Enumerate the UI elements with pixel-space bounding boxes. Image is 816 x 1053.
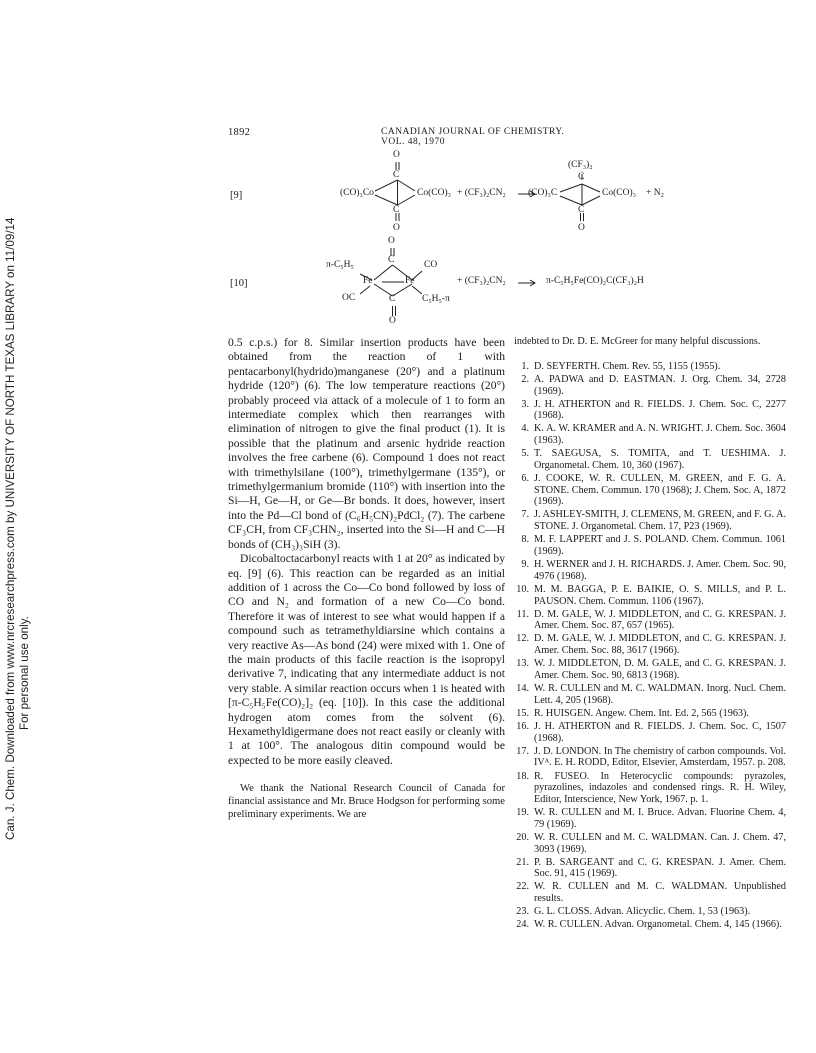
eq10-cp-top: π-C₅H₅ bbox=[326, 260, 354, 270]
reference-item: 4. K. A. W. KRAMER and A. N. WRIGHT. J. Chem. Soc. 3604 (1963). bbox=[521, 423, 786, 447]
body-paragraph-1: 0.5 c.p.s.) for 8. Similar insertion products have been obtained from the reaction of 1 with pentacarbonyl(hydrido)manganese (20°) and a platinum hydride (120°) (6). The low temperature reactions (20°) probably proceed via attack of a molecule of 1 to form an intermediate complex which then rearranges with elimination of nitrogen to give the final product (1). It is possible that the platinum and arsenic hydride reaction involves the free carbene (6). Compound 1 does not react with trimethylsilane (100°), trimethylgermane (135°), or trimethylgermanium bromide (110°) with insertion into the Si—H, Ge—H, or Ge—Br bonds. It does, however, insert into the Pd—Cl bond of (C₆H₅CN)₂PdCl₂ (7). The carbene CF₃CH, from CF₃CHN₂, inserted into the Si—H and C—H bonds of (CH₃)₃SiH (3). bbox=[228, 336, 505, 551]
left-column bbox=[228, 336, 505, 821]
eq9-product-right: Co(CO)₃ bbox=[602, 188, 636, 198]
reference-item: 5. T. SAEGUSA, S. TOMITA, and T. UESHIMA. J. Organometal. Chem. 10, 360 (1967). bbox=[521, 448, 786, 471]
journal-title: CANADIAN JOURNAL OF CHEMISTRY. VOL. 48, 1970 bbox=[381, 127, 565, 147]
eq10-c-top: C bbox=[388, 255, 395, 265]
equation-10-scheme bbox=[300, 236, 720, 331]
eq10-o-top: O bbox=[388, 236, 395, 246]
eq10-oc-left: OC bbox=[342, 293, 356, 303]
eq9-left-cobalt: (CO)₃Co bbox=[340, 188, 374, 198]
reference-item: 23. G. L. CLOSS. Advan. Alicyclic. Chem. 1, 53 (1963). bbox=[516, 906, 751, 918]
eq9-product-o-bottom: O bbox=[578, 223, 585, 233]
eq9-product-top: (CF₃)₂ bbox=[568, 160, 593, 170]
running-header bbox=[228, 127, 590, 147]
equation-9-scheme bbox=[300, 150, 700, 240]
reference-item: 22. W. R. CULLEN and M. C. WALDMAN. Unpublished results. bbox=[516, 881, 786, 905]
reference-list bbox=[514, 361, 786, 931]
eq9-product-c-bottom: C bbox=[578, 205, 585, 215]
reference-item: 9. H. WERNER and J. H. RICHARDS. J. Amer. Chem. Soc. 90, 4976 (1968). bbox=[521, 559, 786, 582]
eq9-byproduct: + N₂ bbox=[646, 188, 664, 198]
reference-item: 2. A. PADWA and D. EASTMAN. J. Org. Chem. 34, 2728 (1969). bbox=[521, 373, 786, 397]
reference-item: 24. W. R. CULLEN. Advan. Organometal. Chem. 4, 145 (1966). bbox=[516, 919, 782, 931]
eq10-reagent: + (CF₃)₂CN₂ bbox=[457, 276, 506, 286]
acknowledgement-continued: indebted to Dr. D. E. McGreer for many helpful discussions. bbox=[514, 336, 761, 347]
reference-item: 1. D. SEYFERTH. Chem. Rev. 55, 1155 (1955). bbox=[521, 360, 721, 372]
reference-item: 16. J. H. ATHERTON and R. FIELDS. J. Chem. Soc. C, 1507 (1968). bbox=[516, 720, 786, 744]
reference-item: 19. W. R. CULLEN and M. I. Bruce. Advan. Fluorine Chem. 4, 79 (1969). bbox=[516, 807, 786, 830]
right-column bbox=[514, 336, 786, 932]
eq10-fe-left: Fe bbox=[363, 276, 373, 286]
eq10-cp-bottom: C₅H₅-π bbox=[422, 294, 450, 304]
equation-9-label: [9] bbox=[230, 190, 243, 201]
reference-item: 3. J. H. ATHERTON and R. FIELDS. J. Chem. Soc. C, 2277 (1968). bbox=[521, 398, 786, 422]
eq10-product: π-C₅H₅Fe(CO)₂C(CF₃)₂H bbox=[546, 276, 644, 286]
page-number: 1892 bbox=[228, 127, 251, 138]
reference-item: 15. R. HUISGEN. Angew. Chem. Int. Ed. 2, 565 (1963). bbox=[516, 707, 749, 719]
reference-item: 13. W. J. MIDDLETON, D. M. GALE, and C. G. KRESPAN. J. Amer. Chem. Soc. 90, 6813 (1968). bbox=[516, 658, 786, 681]
reference-item: 14. W. R. CULLEN and M. C. WALDMAN. Inorg. Nucl. Chem. Lett. 4, 205 (1968). bbox=[516, 683, 786, 706]
reference-item: 12. D. M. GALE, W. J. MIDDLETON, and C. G. KRESPAN. J. Amer. Chem. Soc. 88, 3617 (1966). bbox=[516, 633, 786, 657]
reference-item: 8. M. F. LAPPERT and J. S. POLAND. Chem. Commun. 1061 (1969). bbox=[521, 534, 786, 557]
reference-item: 18. R. FUSEO. In Heterocyclic compounds: pyrazoles, pyrazolines, indazoles and condensed rings. R. H. Wiley, Editor, Interscience, New York, 1967. p. 1. bbox=[516, 770, 786, 805]
watermark-line-1: Can. J. Chem. Downloaded from www.nrcresearchpress.com by UNIVERSITY OF NORTH TEXAS LIBRARY on 11/09/14 bbox=[4, 217, 17, 840]
reference-item: 21. P. B. SARGEANT and C. G. KRESPAN. J. Amer. Chem. Soc. 91, 415 (1969). bbox=[516, 856, 786, 880]
eq9-product-c: C bbox=[578, 172, 585, 182]
reference-item: 17. J. D. LONDON. In The chemistry of carbon compounds. Vol. IVᴬ. E. H. RODD, Editor, Elsevier, Amsterdam, 1957. p. 208. bbox=[516, 745, 786, 769]
reference-item: 20. W. R. CULLEN and M. C. WALDMAN. Can. J. Chem. 47, 3093 (1969). bbox=[516, 831, 786, 855]
download-watermark bbox=[4, 150, 40, 850]
eq9-reagent: + (CF₃)₂CN₂ bbox=[457, 188, 506, 198]
acknowledgement: We thank the National Research Council of Canada for financial assistance and Mr. Bruce Hodgson for performing some preliminary experiments. We are bbox=[228, 783, 505, 821]
watermark-line-2: For personal use only. bbox=[18, 616, 31, 730]
eq9-c-bottom: C bbox=[393, 205, 400, 215]
eq9-o-top: O bbox=[393, 150, 400, 160]
eq9-product-left: (CO)₃C bbox=[528, 188, 558, 198]
reference-item: 6. J. COOKE, W. R. CULLEN, M. GREEN, and F. G. A. STONE. Chem. Commun. 170 (1968); J. Chem. Soc. A, 1872 (1969). bbox=[521, 472, 786, 508]
body-paragraph-2: Dicobaltoctacarbonyl reacts with 1 at 20° as indicated by eq. [9] (6). This reaction can be regarded as an initial addition of 1 across the Co—Co bond followed by loss of CO and N₂ and formation of a new Co—Co bond. Therefore it was of interest to see what would happen if a compound such as tetramethyldiarsine which contains a very reactive As—As bond (24) were mixed with 1. One of the main products of this facile reaction is the isopropyl derivative 7, indicating that any intermediate adduct is not very stable. A similar reaction occurs when 1 is heated with [π-C₅H₅Fe(CO)₂]₂ (eq. [10]). In this case the additional hydrogen atom comes from the solvent (6). Hexamethyldigermane does not react easily or cleanly with 1 at 100°. The analogous ditin compound would be expected to be more easily cleaved. bbox=[228, 552, 505, 767]
eq9-c-top: C bbox=[393, 170, 400, 180]
eq9-o-bottom: O bbox=[393, 223, 400, 233]
equation-10-label: [10] bbox=[230, 278, 248, 289]
eq10-fe-right: Fe bbox=[405, 276, 415, 286]
eq10-c-bottom: C bbox=[389, 294, 396, 304]
reference-item: 10. M. M. BAGGA, P. E. BAIKIE, O. S. MILLS, and P. L. PAUSON. Chem. Commun. 1106 (1967). bbox=[516, 583, 786, 607]
eq9-right-cobalt: Co(CO)₃ bbox=[417, 188, 451, 198]
eq10-co-right: CO bbox=[424, 260, 438, 270]
reference-item: 7. J. ASHLEY-SMITH, J. CLEMENS, M. GREEN, and F. G. A. STONE. J. Organometal. Chem. 17, P23 (1969). bbox=[521, 509, 786, 533]
reference-item: 11. D. M. GALE, W. J. MIDDLETON, and C. G. KRESPAN. J. Amer. Chem. Soc. 87, 657 (1965). bbox=[516, 608, 786, 632]
eq10-o-bottom: O bbox=[389, 316, 396, 326]
